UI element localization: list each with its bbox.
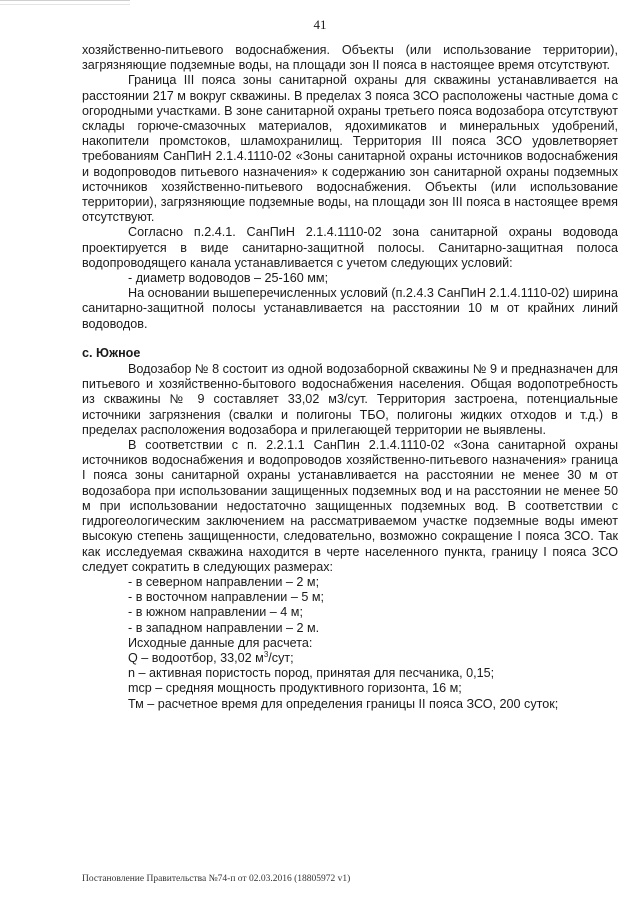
paragraph: хозяйственно-питьевого водоснабжения. Объекты (или использование территории), загрязняющие подземные воды, на площади зон II пояса в настоящее время отсутствуют. bbox=[82, 43, 618, 73]
paragraph: Водозабор № 8 состоит из одной водозаборной скважины № 9 и предназначен для питьевого и хозяйственно-бытового водоснабжения населения. Общая водопотребность из скважины № 9 составляет 33,02 м3/сут. Территория застроена, потенциальные источники загрязнения (свалки и полигоны ТБО, полигоны жидких отходов и т.д.) в пределах расположения водозабора и прилегающей территории не выявлены. bbox=[82, 362, 618, 437]
list-item: - диаметр водоводов – 25-160 мм; bbox=[128, 271, 329, 286]
list-item: - в северном направлении – 2 м; bbox=[128, 574, 320, 589]
formula-text: Q – водоотбор, 33,02 м bbox=[128, 650, 264, 665]
formula-text: /сут; bbox=[268, 650, 294, 665]
paragraph: В соответствии с п. 2.2.1.1 СанПин 2.1.4.1110-02 «Зона санитарной охраны источников водоснабжения и водопроводов хозяйственно-питьевого назначения» граница I пояса зоны санитарной охраны устанавливается на расстоянии не менее 30 м от водозабора при использовании защищенных подземных вод и на расстоянии не менее 50 м при использовании недостаточно защищенных подземных вод. В соответствии с гидрогеологическим заключением на рассматриваемом участке подземные воды имеют высокую степень защищенности, следовательно, возможно сокращение I пояса ЗСО. Так как исследуемая скважина находится в черте населенного пункта, границу I пояса ЗСО следует сократить в следующих размерах: bbox=[82, 438, 618, 574]
document-body bbox=[82, 43, 618, 712]
superscript: 3 bbox=[263, 649, 269, 659]
list-item: Исходные данные для расчета: bbox=[128, 635, 313, 650]
section-heading: с. Южное bbox=[82, 345, 141, 360]
paragraph: На основании вышеперечисленных условий (п.2.4.3 СанПиН 2.1.4.1110-02) ширина санитарно-защитной полосы устанавливается на расстоянии 10 м от крайних линий водоводов. bbox=[82, 286, 618, 331]
paragraph: Граница III пояса зоны санитарной охраны для скважины устанавливается на расстоянии 217 м вокруг скважины. В пределах 3 пояса ЗСО расположены частные дома с огородными участками. В зоне санитарной охраны третьего пояса водозабора отсутствуют склады горюче-смазочных материалов, ядохимикатов и минеральных удобрений, накопители промстоков, шламохранилищ. Территория III пояса ЗСО удовлетворяет требованиям СанПиН 2.1.4.1110-02 «Зоны санитарной охраны источников водоснабжения и водопроводов питьевого назначения» к содержанию зон санитарной охраны подземных источников хозяйственно-питьевого водоснабжения. Объекты (или использование территории), загрязняющие подземные воды, на площади зон III пояса в настоящее время отсутствуют. bbox=[82, 73, 618, 225]
top-rule bbox=[0, 0, 130, 5]
list-item: n – активная пористость пород, принятая для песчаника, 0,15; bbox=[128, 666, 495, 681]
list-item: - в западном направлении – 2 м. bbox=[128, 620, 320, 635]
list-item: Тм – расчетное время для определения границы II пояса ЗСО, 200 суток; bbox=[128, 696, 559, 711]
list-item bbox=[82, 651, 618, 666]
paragraph: Согласно п.2.4.1. СанПиН 2.1.4.1110-02 зона санитарной охраны водовода проектируется в виде санитарно-защитной полосы. Санитарно-защитная полоса водопроводящего канала устанавливается с учетом следующих условий: bbox=[82, 225, 618, 270]
list-item: - в южном направлении – 4 м; bbox=[128, 605, 303, 620]
list-item: mср – средняя мощность продуктивного горизонта, 16 м; bbox=[128, 681, 462, 696]
page-number: 41 bbox=[313, 17, 327, 32]
list-item: - в восточном направлении – 5 м; bbox=[128, 590, 324, 605]
page-footer: Постановление Правительства №74-п от 02.03.2016 (18805972 v1) bbox=[82, 874, 351, 884]
